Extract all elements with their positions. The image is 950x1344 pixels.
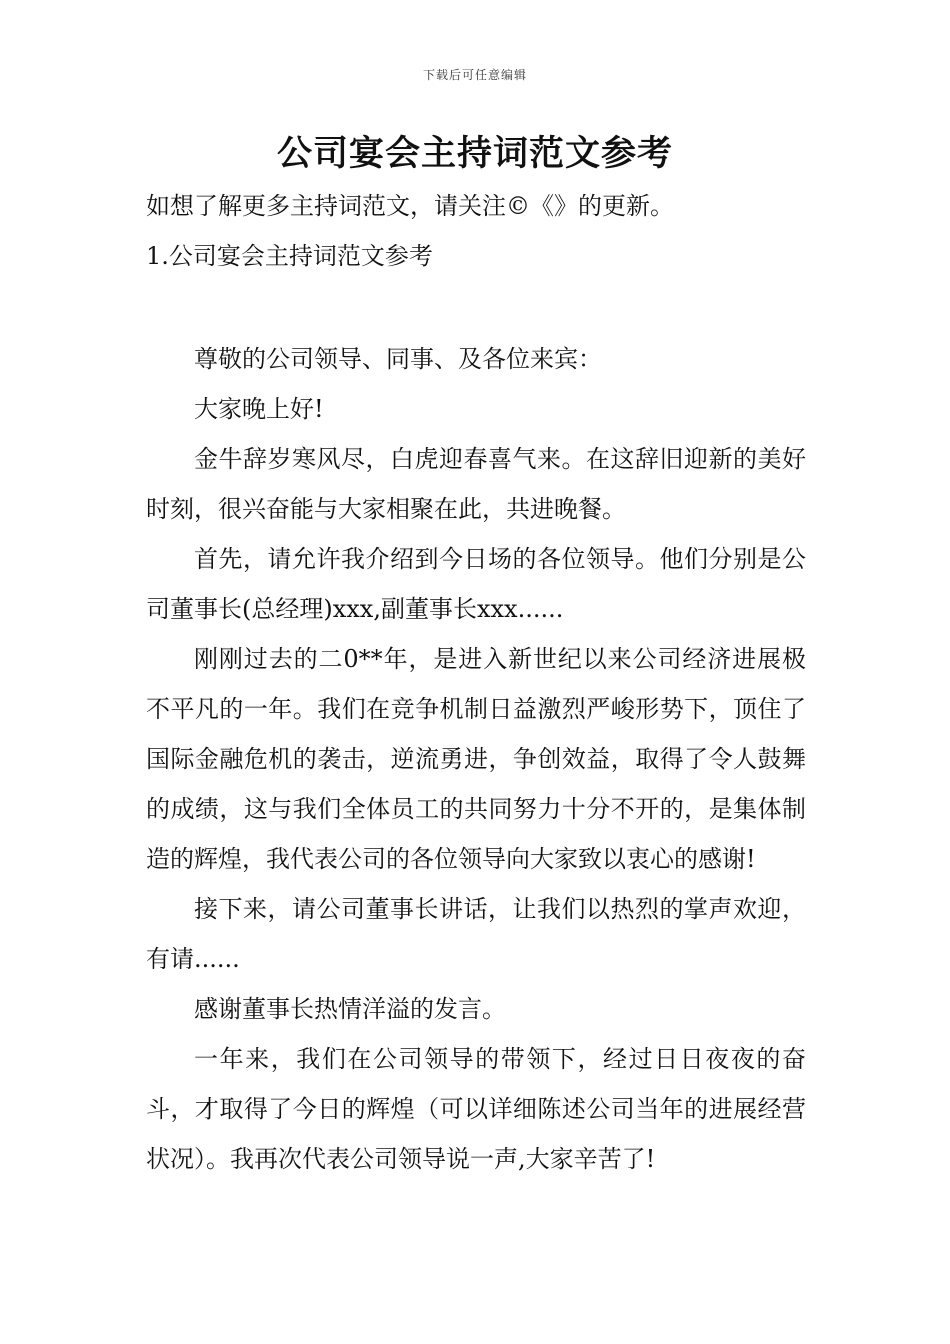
paragraph-thanks-chairman: 感谢董事长热情洋溢的发言。 <box>194 995 506 1023</box>
intro-line-follow: 如想了解更多主持词范文，请关注©《》的更新。 <box>146 192 674 220</box>
document-title: 公司宴会主持词范文参考 <box>276 134 673 174</box>
paragraph-year-summary: 一年来，我们在公司领导的带领下，经过日日夜夜的奋斗，才取得了今日的辉煌（可以详细陈述公司当年的进展经营状况）。我再次代表公司领导说一声,大家辛苦了! <box>146 1045 806 1173</box>
paragraph-salutation: 尊敬的公司领导、同事、及各位来宾： <box>194 345 602 373</box>
paragraph-introductions: 首先，请允许我介绍到今日场的各位领导。他们分别是公司董事长(总经理)xxx,副董事长xxx...... <box>146 545 806 623</box>
document-body <box>146 334 806 1184</box>
paragraph-opening: 金牛辞岁寒风尽，白虎迎春喜气来。在这辞旧迎新的美好时刻，很兴奋能与大家相聚在此，共进晚餐。 <box>146 445 806 523</box>
paragraph-chairman-invite: 接下来，请公司董事长讲话，让我们以热烈的掌声欢迎，有请...... <box>146 895 806 973</box>
header-note: 下载后可任意编辑 <box>422 68 527 82</box>
paragraph-year-review: 刚刚过去的二0**年，是进入新世纪以来公司经济进展极不平凡的一年。我们在竞争机制日益激烈严峻形势下，顶住了国际金融危机的袭击，逆流勇进，争创效益，取得了令人鼓舞的成绩，这与我们全体员工的共同努力十分不开的，是集体制造的辉煌，我代表公司的各位领导向大家致以衷心的感谢! <box>146 645 806 873</box>
intro-line-section-heading: 1.公司宴会主持词范文参考 <box>146 242 433 270</box>
paragraph-greeting: 大家晚上好! <box>194 395 324 423</box>
